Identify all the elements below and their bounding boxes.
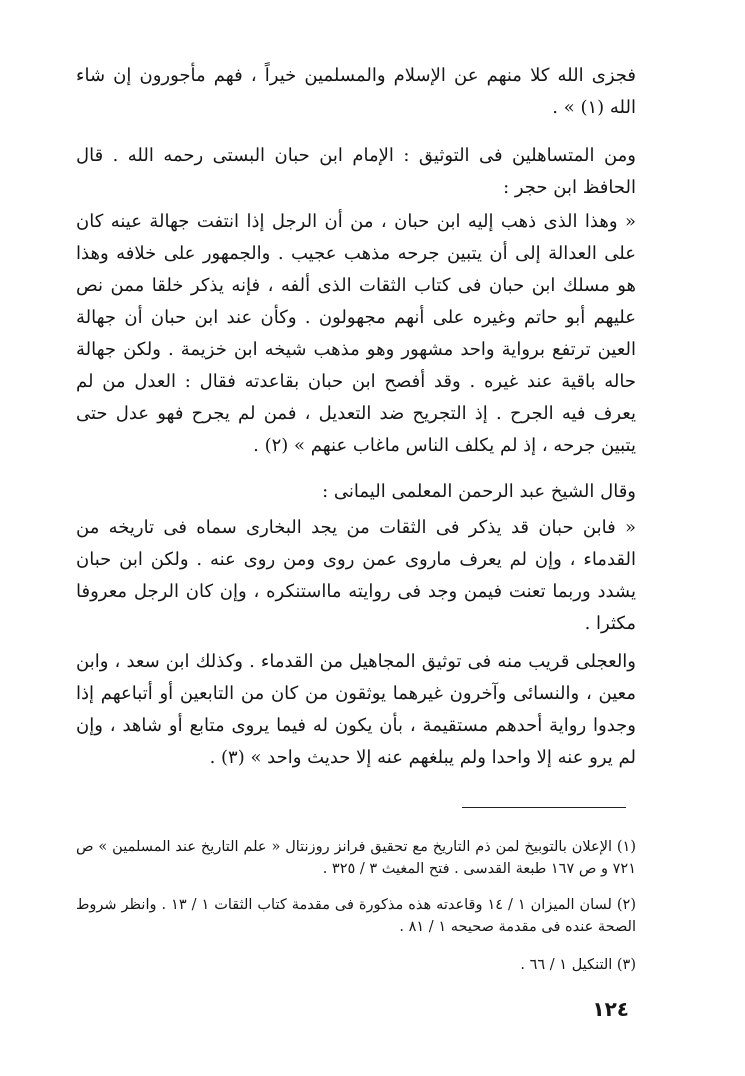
paragraph-1: فجزى الله كلا منهم عن الإسلام والمسلمين خيراً ، فهم مأجورون إن شاء الله (١) » . [76,65,636,118]
footnote-1: (١) الإعلان بالتوبيخ لمن ذم التاريخ مع تحقيق فرانز روزنتال « علم التاريخ عند المسلمين » ص ٧٢١ و ص ١٦٧ طبعة القدسى . فتح المغيث ٣ / ٣٢٥ . [76,839,636,877]
footnote-2: (٢) لسان الميزان ١ / ١٤ وقاعدته هذه مذكورة فى مقدمة كتاب الثقات ١ / ١٣ . وانظر شروط الصحة عنده فى مقدمة صحيحه ١ / ٨١ . [76,897,636,935]
paragraph-5-quote-muallimi: « فابن حبان قد يذكر فى الثقات من يجد البخارى سماه فى تاريخه من القدماء ، وإن لم يعرف ماروى عمن روى ومن روى عنه . ولكن ابن حبان يشدد وربما تعنت فيمن وجد فى روايته مااستنكره ، وإن كان الرجل معروفا مكثرا . [76,517,636,634]
paragraph-2: ومن المتساهلين فى التوثيق : الإمام ابن حبان البستى رحمه الله . قال الحافظ ابن حجر : [76,145,636,198]
paragraph-4: وقال الشيخ عبد الرحمن المعلمى اليمانى : [322,481,636,502]
page-number: ١٢٤ [592,997,629,1021]
paragraph-6: والعجلى قريب منه فى توثيق المجاهيل من القدماء . وكذلك ابن سعد ، وابن معين ، والنسائى وآخرون غيرهما يوثقون من كان من التابعين أو أتباعهم إذا وجدوا رواية أحدهم مستقيمة ، بأن يكون له فيما يروى متابع أو شاهد ، وإن لم يرو عنه إلا واحدا ولم يبلغهم عنه إلا حديث واحد » (٣) . [76,651,636,768]
footnote-3: (٣) التنكيل ١ / ٦٦ . [520,957,636,973]
paragraph-3-quote-ibn-hajar: « وهذا الذى ذهب إليه ابن حبان ، من أن الرجل إذا انتفت جهالة عينه كان على العدالة إلى أن يتبين جرحه مذهب عجيب . والجمهور على خلافه وهذا هو مسلك ابن حبان فى كتاب الثقات الذى ألفه ، فإنه يذكر خلقا ممن نص عليهم أبو حاتم وغيره على أنهم مجهولون . وكأن عند ابن حبان أن جهالة العين ترتفع برواية واحد مشهور وهو مذهب شيخه ابن خزيمة . ولكن جهالة حاله باقية عند غيره . وقد أفصح ابن حبان بقاعدته فقال : العدل من لم يعرف فيه الجرح . إذ التجريح ضد التعديل ، فمن لم يجرح فهو عدل حتى يتبين جرحه ، إذ لم يكلف الناس ماغاب عنهم » (٢) . [76,211,636,456]
footnote-separator [462,807,626,808]
